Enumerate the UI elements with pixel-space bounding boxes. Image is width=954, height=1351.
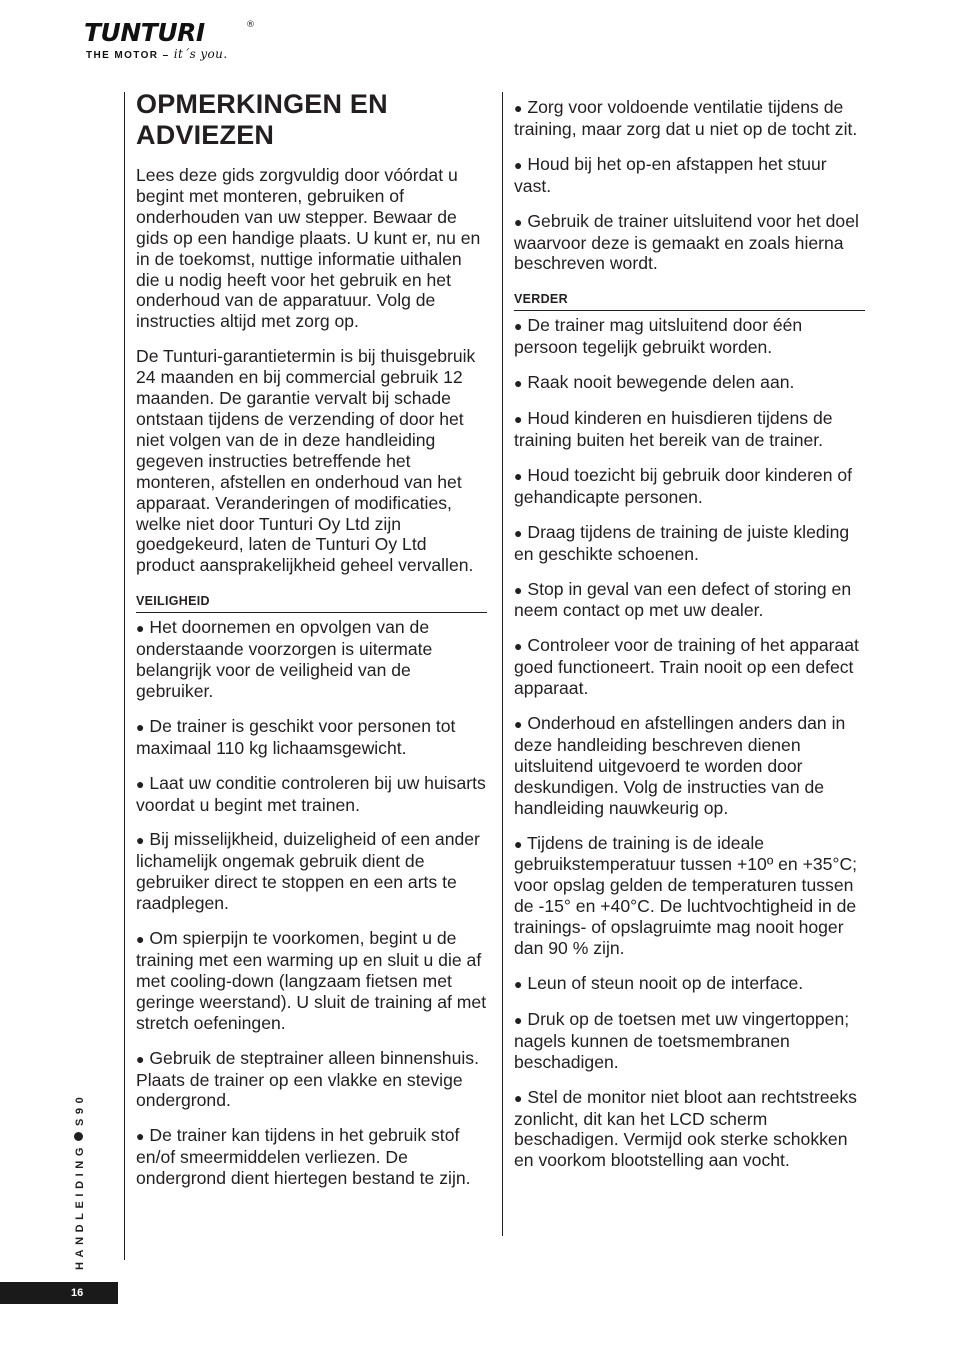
safety-item-text: Gebruik de trainer uitsluitend voor het doel waarvoor deze is gemaakt en zoals hierna beschreven wordt.: [514, 210, 859, 274]
safety-item-text: Gebruik de steptrainer alleen binnenshuis. Plaats de trainer op een vlakke en stevige ondergrond.: [136, 1047, 479, 1111]
safety-item: [514, 211, 865, 275]
safety-item: [136, 829, 487, 914]
safety-item-text: Het doornemen en opvolgen van de onderstaande voorzorgen is uitermate belangrijk voor de veiligheid van de gebruiker.: [136, 617, 433, 701]
bullet-icon: ●: [514, 976, 523, 992]
further-item-text: Stop in geval van een defect of storing en neem contact op met uw dealer.: [514, 578, 852, 621]
safety-item: [136, 1125, 487, 1189]
further-item-text: Druk op de toetsen met uw vingertoppen; nagels kunnen de toetsmembranen beschadigen.: [514, 1008, 850, 1072]
manual-side-label: [74, 1093, 86, 1270]
safety-item: [136, 617, 487, 702]
model-label: S90: [74, 1092, 86, 1126]
safety-item: [514, 154, 865, 197]
manual-label: HANDLEIDING: [74, 1143, 86, 1270]
intro-paragraph-2: De Tunturi-garantietermin is bij thuisgebruik 24 maanden en bij commercial gebruik 12 maanden. De garantie vervalt bij schade ontstaan tijdens de verzending of door het niet volgen van de in deze handleiding gegeven instructies betreffende het monteren, afstellen en onderhoud van het apparaat. Veranderingen of modificaties, welke niet door Tunturi Oy Ltd zijn goedgekeurd, laten de Tunturi Oy Ltd product aansprakelijkheid geheel vervallen.: [136, 346, 476, 576]
further-item-text: Houd kinderen en huisdieren tijdens de training buiten het bereik van de trainer.: [514, 408, 833, 450]
bullet-icon: ●: [514, 524, 523, 541]
further-item-text: Stel de monitor niet bloot aan rechtstreeks zonlicht, dit kan het LCD scherm beschadigen. Vermijd ook sterke schokken en voorkom blootstelling aan vocht.: [514, 1086, 857, 1171]
bullet-icon: ●: [136, 1128, 145, 1145]
right-column: [502, 92, 865, 1236]
bullet-icon: ●: [514, 716, 523, 733]
bullet-icon: ●: [514, 318, 523, 335]
bullet-icon: ●: [514, 1089, 523, 1106]
bullet-icon: ●: [514, 375, 523, 392]
tagline-script: it´s you.: [173, 47, 228, 61]
bullet-icon: ●: [514, 835, 523, 852]
left-column: [124, 89, 487, 1260]
tagline-prefix: THE MOTOR –: [86, 50, 170, 61]
page-number: 16: [0, 1282, 118, 1304]
safety-item-text: Laat uw conditie controleren bij uw huisarts voordat u begint met trainen.: [136, 772, 486, 815]
further-item: [514, 372, 865, 394]
bullet-icon: ●: [136, 620, 145, 637]
further-item-text: De trainer mag uitsluitend door één persoon tegelijk gebruikt worden.: [514, 315, 803, 358]
further-item: [514, 635, 865, 699]
bullet-icon: ●: [514, 638, 523, 655]
further-item: [514, 1009, 865, 1073]
further-item: [514, 833, 865, 959]
further-item: [514, 522, 865, 565]
safety-item-text: Bij misselijkheid, duizeligheid of een ander lichamelijk ongemak gebruik dient de gebruiker direct te stoppen en een arts te raadplegen.: [136, 829, 480, 914]
separator-dot-icon: [74, 1132, 83, 1141]
registered-mark: ®: [246, 20, 255, 30]
bullet-icon: ●: [514, 156, 523, 173]
bullet-icon: ●: [136, 931, 145, 948]
further-item-text: Houd toezicht bij gebruik door kinderen of gehandicapte personen.: [514, 464, 853, 507]
safety-item-text: Houd bij het op-en afstappen het stuur vast.: [514, 153, 827, 196]
further-item-text: Tijdens de training is de ideale gebruikstemperatuur tussen +10º en +35°C; voor opslag gelden de temperaturen tussen de -15° en +40°C. De luchtvochtigheid in de trainings- of opslagruimte mag nooit hoger dan 90 % zijn.: [514, 832, 858, 959]
safety-item-text: Zorg voor voldoende ventilatie tijdens de training, maar zorg dat u niet op de tocht zit.: [514, 97, 858, 139]
further-item: [514, 579, 865, 622]
bullet-icon: ●: [136, 1050, 145, 1067]
further-item: [514, 1087, 865, 1172]
page-title: OPMERKINGEN EN ADVIEZEN: [136, 89, 388, 150]
bullet-icon: ●: [514, 213, 523, 230]
bullet-icon: ●: [514, 467, 523, 484]
safety-item-text: Om spierpijn te voorkomen, begint u de training met een warming up en sluit u die af met cooling-down (langzaam fietsen met geringe weerstand). U sluit de training af met stretch oefeningen.: [136, 928, 487, 1033]
bullet-icon: ●: [514, 100, 523, 116]
safety-heading: VEILIGHEID: [136, 594, 487, 613]
further-item: [514, 408, 865, 451]
intro-paragraph-1: Lees deze gids zorgvuldig door vóórdat u begint met monteren, gebruiken of onderhouden van uw stepper. Bewaar de gids op een handige plaats. U kunt er, nu en in de toekomst, nuttige informatie uithalen die u nodig heeft voor het gebruik en het onderhoud van de apparatuur. Volg de instructies altijd met zorg op.: [136, 165, 481, 332]
further-item-text: Leun of steun nooit op de interface.: [527, 973, 804, 993]
brand-tagline: [86, 47, 228, 61]
bullet-icon: ●: [136, 718, 145, 735]
safety-item: [136, 716, 487, 759]
bullet-icon: ●: [514, 1011, 523, 1028]
bullet-icon: ●: [136, 832, 145, 849]
safety-item: [136, 1048, 487, 1112]
safety-item: [136, 773, 487, 816]
further-item: [514, 315, 865, 358]
further-item: [514, 973, 865, 995]
tunturi-logo: [84, 20, 274, 66]
further-item: [514, 713, 865, 819]
safety-item-text: De trainer kan tijdens in het gebruik stof en/of smeermiddelen verliezen. De ondergrond dient hiertegen bestand te zijn.: [136, 1125, 471, 1189]
further-item-text: Controleer voor de training of het apparaat goed functioneert. Train nooit op een defect apparaat.: [514, 635, 859, 699]
safety-item: [136, 928, 487, 1034]
bullet-icon: ●: [514, 411, 523, 428]
further-item-text: Onderhoud en afstellingen anders dan in deze handleiding beschreven dienen uitsluitend uitgevoerd te worden door deskundigen. Volg de instructies van de handleiding nauwkeurig op.: [514, 713, 846, 818]
safety-item: [514, 97, 865, 140]
bullet-icon: ●: [136, 775, 145, 792]
further-heading: VERDER: [514, 292, 865, 311]
further-item-text: Draag tijdens de training de juiste kleding en geschikte schoenen.: [514, 521, 850, 564]
bullet-icon: ●: [514, 581, 523, 598]
brand-name: TUNTURI: [84, 18, 205, 47]
further-item: [514, 465, 865, 508]
safety-item-text: De trainer is geschikt voor personen tot maximaal 110 kg lichaamsgewicht.: [136, 715, 456, 758]
further-item-text: Raak nooit bewegende delen aan.: [527, 372, 795, 393]
